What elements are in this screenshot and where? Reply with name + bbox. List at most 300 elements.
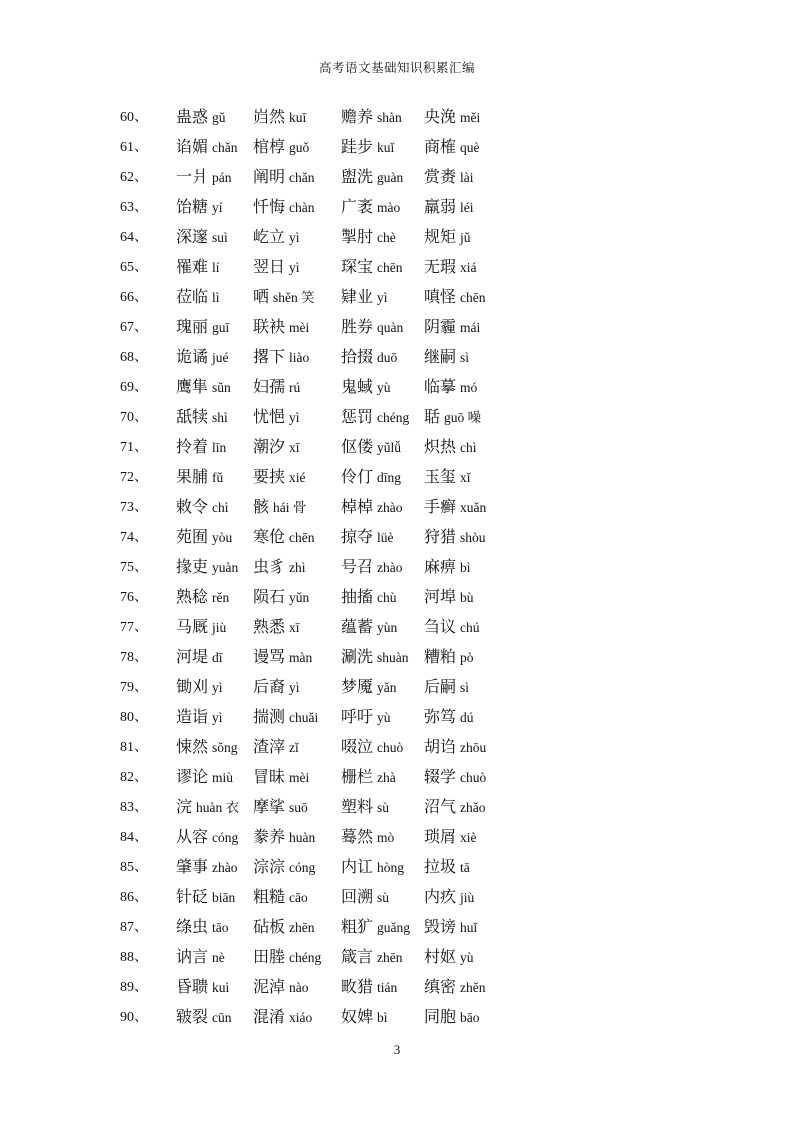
pinyin-text: zǐ — [289, 740, 299, 755]
word-text: 同胞 — [424, 1007, 457, 1026]
pinyin-text: zhēn — [377, 950, 403, 965]
pinyin-text: cūn — [212, 1010, 232, 1025]
word-text: 惩罚 — [341, 407, 374, 426]
word-text: 呼吁 — [341, 707, 374, 726]
word-text: 渣滓 — [253, 737, 286, 756]
word-entry — [253, 584, 309, 607]
word-text: 罹难 — [176, 257, 209, 276]
item-number: 83、 — [120, 800, 148, 815]
word-text: 村妪 — [424, 947, 457, 966]
word-text: 熟悉 — [253, 617, 286, 636]
pinyin-text: yì — [289, 230, 300, 245]
list-item — [0, 610, 794, 640]
item-number: 63、 — [120, 200, 148, 215]
word-entry — [341, 614, 397, 637]
pinyin-text: gǔ — [212, 110, 226, 125]
pinyin-text: mó — [460, 380, 478, 395]
word-entry — [341, 644, 409, 667]
item-number: 72、 — [120, 470, 148, 485]
word-entry — [253, 344, 309, 367]
word-entry — [341, 1004, 388, 1027]
word-text: 商榷 — [424, 137, 457, 156]
pinyin-text: dī — [212, 650, 223, 665]
pinyin-text: yì — [289, 260, 300, 275]
item-number: 70、 — [120, 410, 148, 425]
pinyin-text: yù — [460, 950, 474, 965]
word-entry — [176, 614, 226, 637]
word-text: 屹立 — [253, 227, 286, 246]
word-entry — [341, 884, 389, 907]
pinyin-text: yì — [212, 680, 223, 695]
word-entry — [253, 164, 315, 187]
word-entry — [424, 104, 480, 127]
pinyin-text: kuì — [212, 980, 230, 995]
word-text: 沼气 — [424, 797, 457, 816]
word-entry — [341, 734, 403, 757]
list-item — [0, 790, 794, 820]
word-text: 要挟 — [253, 467, 286, 486]
word-text: 聒 — [424, 407, 441, 426]
pinyin-text: yì — [289, 410, 300, 425]
word-text: 翌日 — [253, 257, 286, 276]
pinyin-text: yù — [377, 380, 391, 395]
pinyin-text: huǐ — [460, 920, 478, 935]
word-entry — [176, 854, 238, 877]
item-number: 81、 — [120, 740, 148, 755]
word-entry — [176, 284, 220, 307]
pinyin-text: cóng — [289, 860, 316, 875]
list-item — [0, 580, 794, 610]
word-text: 刍议 — [424, 617, 457, 636]
word-entry — [424, 314, 480, 337]
word-text: 淙淙 — [253, 857, 286, 876]
pinyin-text: guǎng — [377, 920, 411, 935]
list-item — [0, 670, 794, 700]
pinyin-text: chì — [460, 440, 477, 455]
word-text: 妇孺 — [253, 377, 286, 396]
word-text: 谬论 — [176, 767, 209, 786]
word-entry — [176, 344, 229, 367]
word-text: 悚然 — [176, 737, 209, 756]
pinyin-text: chǎn — [289, 170, 315, 185]
word-entry — [253, 974, 309, 997]
pinyin-text: chù — [377, 590, 397, 605]
word-entry — [424, 794, 486, 817]
pinyin-text: mèi — [289, 770, 310, 785]
pinyin-text: jiù — [212, 620, 227, 635]
pinyin-text: zhào — [377, 500, 403, 515]
pinyin-text: bì — [460, 560, 471, 575]
list-item — [0, 1000, 794, 1030]
word-entry — [176, 944, 225, 967]
pinyin-text: bāo — [460, 1010, 480, 1025]
word-entry — [424, 734, 486, 757]
word-entry — [176, 494, 229, 517]
word-entry — [424, 254, 477, 277]
word-entry — [176, 884, 235, 907]
pinyin-text: shěn 笑 — [273, 290, 315, 305]
word-text: 敕令 — [176, 497, 209, 516]
page-header: 高考语文基础知识积累汇编 — [318, 60, 475, 75]
pinyin-text: zhēn — [289, 920, 315, 935]
list-item — [0, 970, 794, 1000]
word-text: 田塍 — [253, 947, 286, 966]
item-number: 60、 — [120, 110, 148, 125]
list-item — [0, 220, 794, 250]
pinyin-text: shàn — [377, 110, 402, 125]
word-text: 豢养 — [253, 827, 286, 846]
word-text: 炽热 — [424, 437, 457, 456]
word-entry — [424, 1004, 480, 1027]
word-entry — [424, 854, 470, 877]
word-text: 糟粕 — [424, 647, 457, 666]
item-number: 77、 — [120, 620, 148, 635]
word-text: 阴霾 — [424, 317, 457, 336]
word-entry — [176, 704, 223, 727]
pinyin-text: xiè — [460, 830, 477, 845]
pinyin-text: līn — [212, 440, 227, 455]
word-entry — [176, 254, 220, 277]
word-text: 箴言 — [341, 947, 374, 966]
pinyin-text: fǔ — [212, 470, 224, 485]
word-text: 鹰隼 — [176, 377, 209, 396]
word-text: 莅临 — [176, 287, 209, 306]
word-entry — [253, 914, 315, 937]
pinyin-text: dú — [460, 710, 474, 725]
word-entry — [253, 944, 321, 967]
pinyin-text: suō — [289, 800, 308, 815]
word-entry — [253, 284, 315, 307]
word-entry — [424, 974, 486, 997]
word-text: 粗犷 — [341, 917, 374, 936]
word-text: 赏赉 — [424, 167, 457, 186]
word-text: 畋猎 — [341, 977, 374, 996]
pinyin-text: mò — [377, 830, 395, 845]
pinyin-text: yì — [212, 710, 223, 725]
word-text: 锄刈 — [176, 677, 209, 696]
word-text: 瑰丽 — [176, 317, 209, 336]
word-entry — [424, 374, 477, 397]
word-text: 胡诌 — [424, 737, 457, 756]
word-text: 琛宝 — [341, 257, 374, 276]
pinyin-text: yòu — [212, 530, 233, 545]
word-text: 陨石 — [253, 587, 286, 606]
pinyin-text: jǔ — [460, 230, 471, 245]
word-text: 毁谤 — [424, 917, 457, 936]
word-text: 粗糙 — [253, 887, 286, 906]
pinyin-text: yì — [289, 680, 300, 695]
pinyin-text: tāo — [212, 920, 229, 935]
list-item — [0, 340, 794, 370]
word-entry — [253, 314, 309, 337]
word-entry — [253, 764, 309, 787]
pinyin-text: chēn — [377, 260, 403, 275]
word-entry — [253, 524, 315, 547]
item-number: 80、 — [120, 710, 148, 725]
word-text: 赡养 — [341, 107, 374, 126]
word-entry — [341, 314, 403, 337]
word-entry — [253, 194, 315, 217]
word-text: 揣测 — [253, 707, 286, 726]
pinyin-text: guī — [212, 320, 230, 335]
word-entry — [341, 164, 403, 187]
item-number: 66、 — [120, 290, 148, 305]
word-text: 肄业 — [341, 287, 374, 306]
word-entry — [424, 704, 474, 727]
pinyin-text: guǒ — [289, 140, 310, 155]
word-entry — [253, 104, 306, 127]
pinyin-text: zhà — [377, 770, 396, 785]
word-entry — [176, 794, 239, 817]
word-text: 皲裂 — [176, 1007, 209, 1026]
item-number: 74、 — [120, 530, 148, 545]
word-entry — [176, 194, 223, 217]
word-text: 狩猎 — [424, 527, 457, 546]
pinyin-text: yù — [377, 710, 391, 725]
word-entry — [176, 224, 228, 247]
pinyin-text: biān — [212, 890, 236, 905]
item-number: 76、 — [120, 590, 148, 605]
pinyin-text: xǐ — [460, 470, 471, 485]
word-entry — [424, 434, 477, 457]
word-text: 绦虫 — [176, 917, 209, 936]
list-item — [0, 910, 794, 940]
pinyin-text: yǎn — [377, 680, 397, 695]
pinyin-text: zhì — [289, 560, 306, 575]
pinyin-text: lì — [212, 290, 220, 305]
pinyin-text: hòng — [377, 860, 405, 875]
pinyin-text: chuò — [460, 770, 487, 785]
word-text: 肇事 — [176, 857, 209, 876]
word-text: 棺椁 — [253, 137, 286, 156]
word-text: 羸弱 — [424, 197, 457, 216]
word-entry — [176, 734, 238, 757]
word-entry — [176, 1004, 232, 1027]
word-text: 无瑕 — [424, 257, 457, 276]
word-text: 奴婢 — [341, 1007, 374, 1026]
word-entry — [424, 674, 469, 697]
pinyin-text: suì — [212, 230, 228, 245]
word-text: 伶仃 — [341, 467, 374, 486]
list-item — [0, 850, 794, 880]
pinyin-text: xié — [289, 470, 306, 485]
word-text: 缜密 — [424, 977, 457, 996]
word-entry — [341, 374, 391, 397]
word-text: 啜泣 — [341, 737, 374, 756]
word-text: 联袂 — [253, 317, 286, 336]
pinyin-text: nào — [289, 980, 309, 995]
word-entry — [341, 704, 391, 727]
list-item — [0, 490, 794, 520]
word-entry — [253, 374, 300, 397]
word-text: 忏悔 — [253, 197, 286, 216]
word-text: 寒伧 — [253, 527, 286, 546]
list-item — [0, 280, 794, 310]
word-entry — [424, 944, 474, 967]
word-entry — [341, 824, 394, 847]
word-entry — [341, 284, 388, 307]
pinyin-text: sù — [377, 890, 390, 905]
word-entry — [424, 644, 474, 667]
word-text: 回溯 — [341, 887, 374, 906]
page-number: 3 — [393, 1042, 401, 1057]
item-number: 68、 — [120, 350, 148, 365]
word-text: 鬼蜮 — [341, 377, 374, 396]
word-entry — [176, 524, 232, 547]
word-text: 内讧 — [341, 857, 374, 876]
pinyin-text: jué — [212, 350, 229, 365]
word-text: 内疚 — [424, 887, 457, 906]
list-item — [0, 370, 794, 400]
word-text: 冒昧 — [253, 767, 286, 786]
list-item — [0, 820, 794, 850]
word-entry — [424, 614, 480, 637]
word-text: 栅栏 — [341, 767, 374, 786]
word-text: 果脯 — [176, 467, 209, 486]
word-text: 摩挲 — [253, 797, 286, 816]
word-text: 河埠 — [424, 587, 457, 606]
word-entry — [176, 914, 229, 937]
list-item — [0, 760, 794, 790]
pinyin-text: shòu — [460, 530, 486, 545]
pinyin-text: chàn — [289, 200, 315, 215]
pinyin-text: cāo — [289, 890, 308, 905]
word-entry — [341, 584, 397, 607]
word-entry — [341, 914, 410, 937]
word-text: 针砭 — [176, 887, 209, 906]
word-entry — [176, 104, 226, 127]
word-text: 马厩 — [176, 617, 209, 636]
list-item — [0, 190, 794, 220]
word-entry — [424, 464, 471, 487]
word-entry — [176, 644, 223, 667]
pinyin-text: zhǎo — [460, 800, 486, 815]
word-entry — [253, 704, 318, 727]
word-entry — [341, 764, 396, 787]
word-entry — [253, 254, 300, 277]
word-text: 涮洗 — [341, 647, 374, 666]
pinyin-text: xiá — [460, 260, 477, 275]
word-entry — [424, 224, 471, 247]
list-item — [0, 940, 794, 970]
word-entry — [341, 344, 397, 367]
word-entry — [424, 554, 471, 577]
word-entry — [176, 584, 229, 607]
word-text: 河堤 — [176, 647, 209, 666]
word-entry — [176, 554, 238, 577]
word-text: 岿然 — [253, 107, 286, 126]
pinyin-text: xuǎn — [460, 500, 487, 515]
pinyin-text: yǔlǚ — [377, 440, 402, 455]
word-entry — [176, 434, 226, 457]
word-text: 潮汐 — [253, 437, 286, 456]
list-item — [0, 880, 794, 910]
word-entry — [253, 854, 315, 877]
word-text: 舐犊 — [176, 407, 209, 426]
word-text: 后嗣 — [424, 677, 457, 696]
pinyin-text: guō 噪 — [444, 410, 482, 425]
pinyin-text: sǒng — [212, 740, 238, 755]
word-text: 梦魇 — [341, 677, 374, 696]
word-text: 浣 — [176, 797, 193, 816]
word-entry — [253, 614, 300, 637]
pinyin-text: zhào — [212, 860, 238, 875]
word-entry — [253, 1004, 312, 1027]
word-text: 玉玺 — [424, 467, 457, 486]
pinyin-text: rú — [289, 380, 301, 395]
word-text: 号召 — [341, 557, 374, 576]
pinyin-text: quàn — [377, 320, 404, 335]
list-item — [0, 460, 794, 490]
list-item — [0, 100, 794, 130]
word-text: 棹棹 — [341, 497, 374, 516]
word-list — [0, 100, 794, 1030]
item-number: 90、 — [120, 1010, 148, 1025]
pinyin-text: bì — [377, 1010, 388, 1025]
word-entry — [424, 134, 480, 157]
pinyin-text: duō — [377, 350, 398, 365]
pinyin-text: pán — [212, 170, 232, 185]
word-entry — [176, 464, 223, 487]
item-number: 64、 — [120, 230, 148, 245]
word-entry — [424, 284, 486, 307]
pinyin-text: chú — [460, 620, 480, 635]
word-text: 骸 — [253, 497, 270, 516]
item-number: 62、 — [120, 170, 148, 185]
word-entry — [341, 434, 401, 457]
item-number: 86、 — [120, 890, 148, 905]
word-text: 昏聩 — [176, 977, 209, 996]
word-entry — [424, 404, 481, 427]
pinyin-text: pò — [460, 650, 474, 665]
word-entry — [341, 674, 397, 697]
list-item — [0, 430, 794, 460]
pinyin-text: màn — [289, 650, 313, 665]
item-number: 87、 — [120, 920, 148, 935]
word-text: 熟稔 — [176, 587, 209, 606]
pinyin-text: què — [460, 140, 480, 155]
list-item — [0, 640, 794, 670]
pinyin-text: yǔn — [289, 590, 310, 605]
word-entry — [253, 884, 308, 907]
word-entry — [176, 824, 238, 847]
pinyin-text: bù — [460, 590, 474, 605]
pinyin-text: měi — [460, 110, 481, 125]
item-number: 61、 — [120, 140, 148, 155]
word-entry — [253, 824, 315, 847]
pinyin-text: cóng — [212, 830, 239, 845]
word-text: 蛊惑 — [176, 107, 209, 126]
pinyin-text: chuǎi — [289, 710, 319, 725]
item-number: 89、 — [120, 980, 148, 995]
pinyin-text: shì — [212, 410, 228, 425]
word-entry — [341, 974, 397, 997]
word-text: 盥洗 — [341, 167, 374, 186]
pinyin-text: chéng — [289, 950, 322, 965]
word-text: 苑囿 — [176, 527, 209, 546]
pinyin-text: guàn — [377, 170, 404, 185]
word-entry — [424, 584, 474, 607]
word-text: 临摹 — [424, 377, 457, 396]
word-entry — [253, 434, 300, 457]
word-entry — [253, 644, 312, 667]
word-text: 拾掇 — [341, 347, 374, 366]
word-entry — [424, 764, 486, 787]
word-entry — [253, 554, 306, 577]
item-number: 79、 — [120, 680, 148, 695]
pinyin-text: rěn — [212, 590, 230, 605]
word-text: 撂下 — [253, 347, 286, 366]
